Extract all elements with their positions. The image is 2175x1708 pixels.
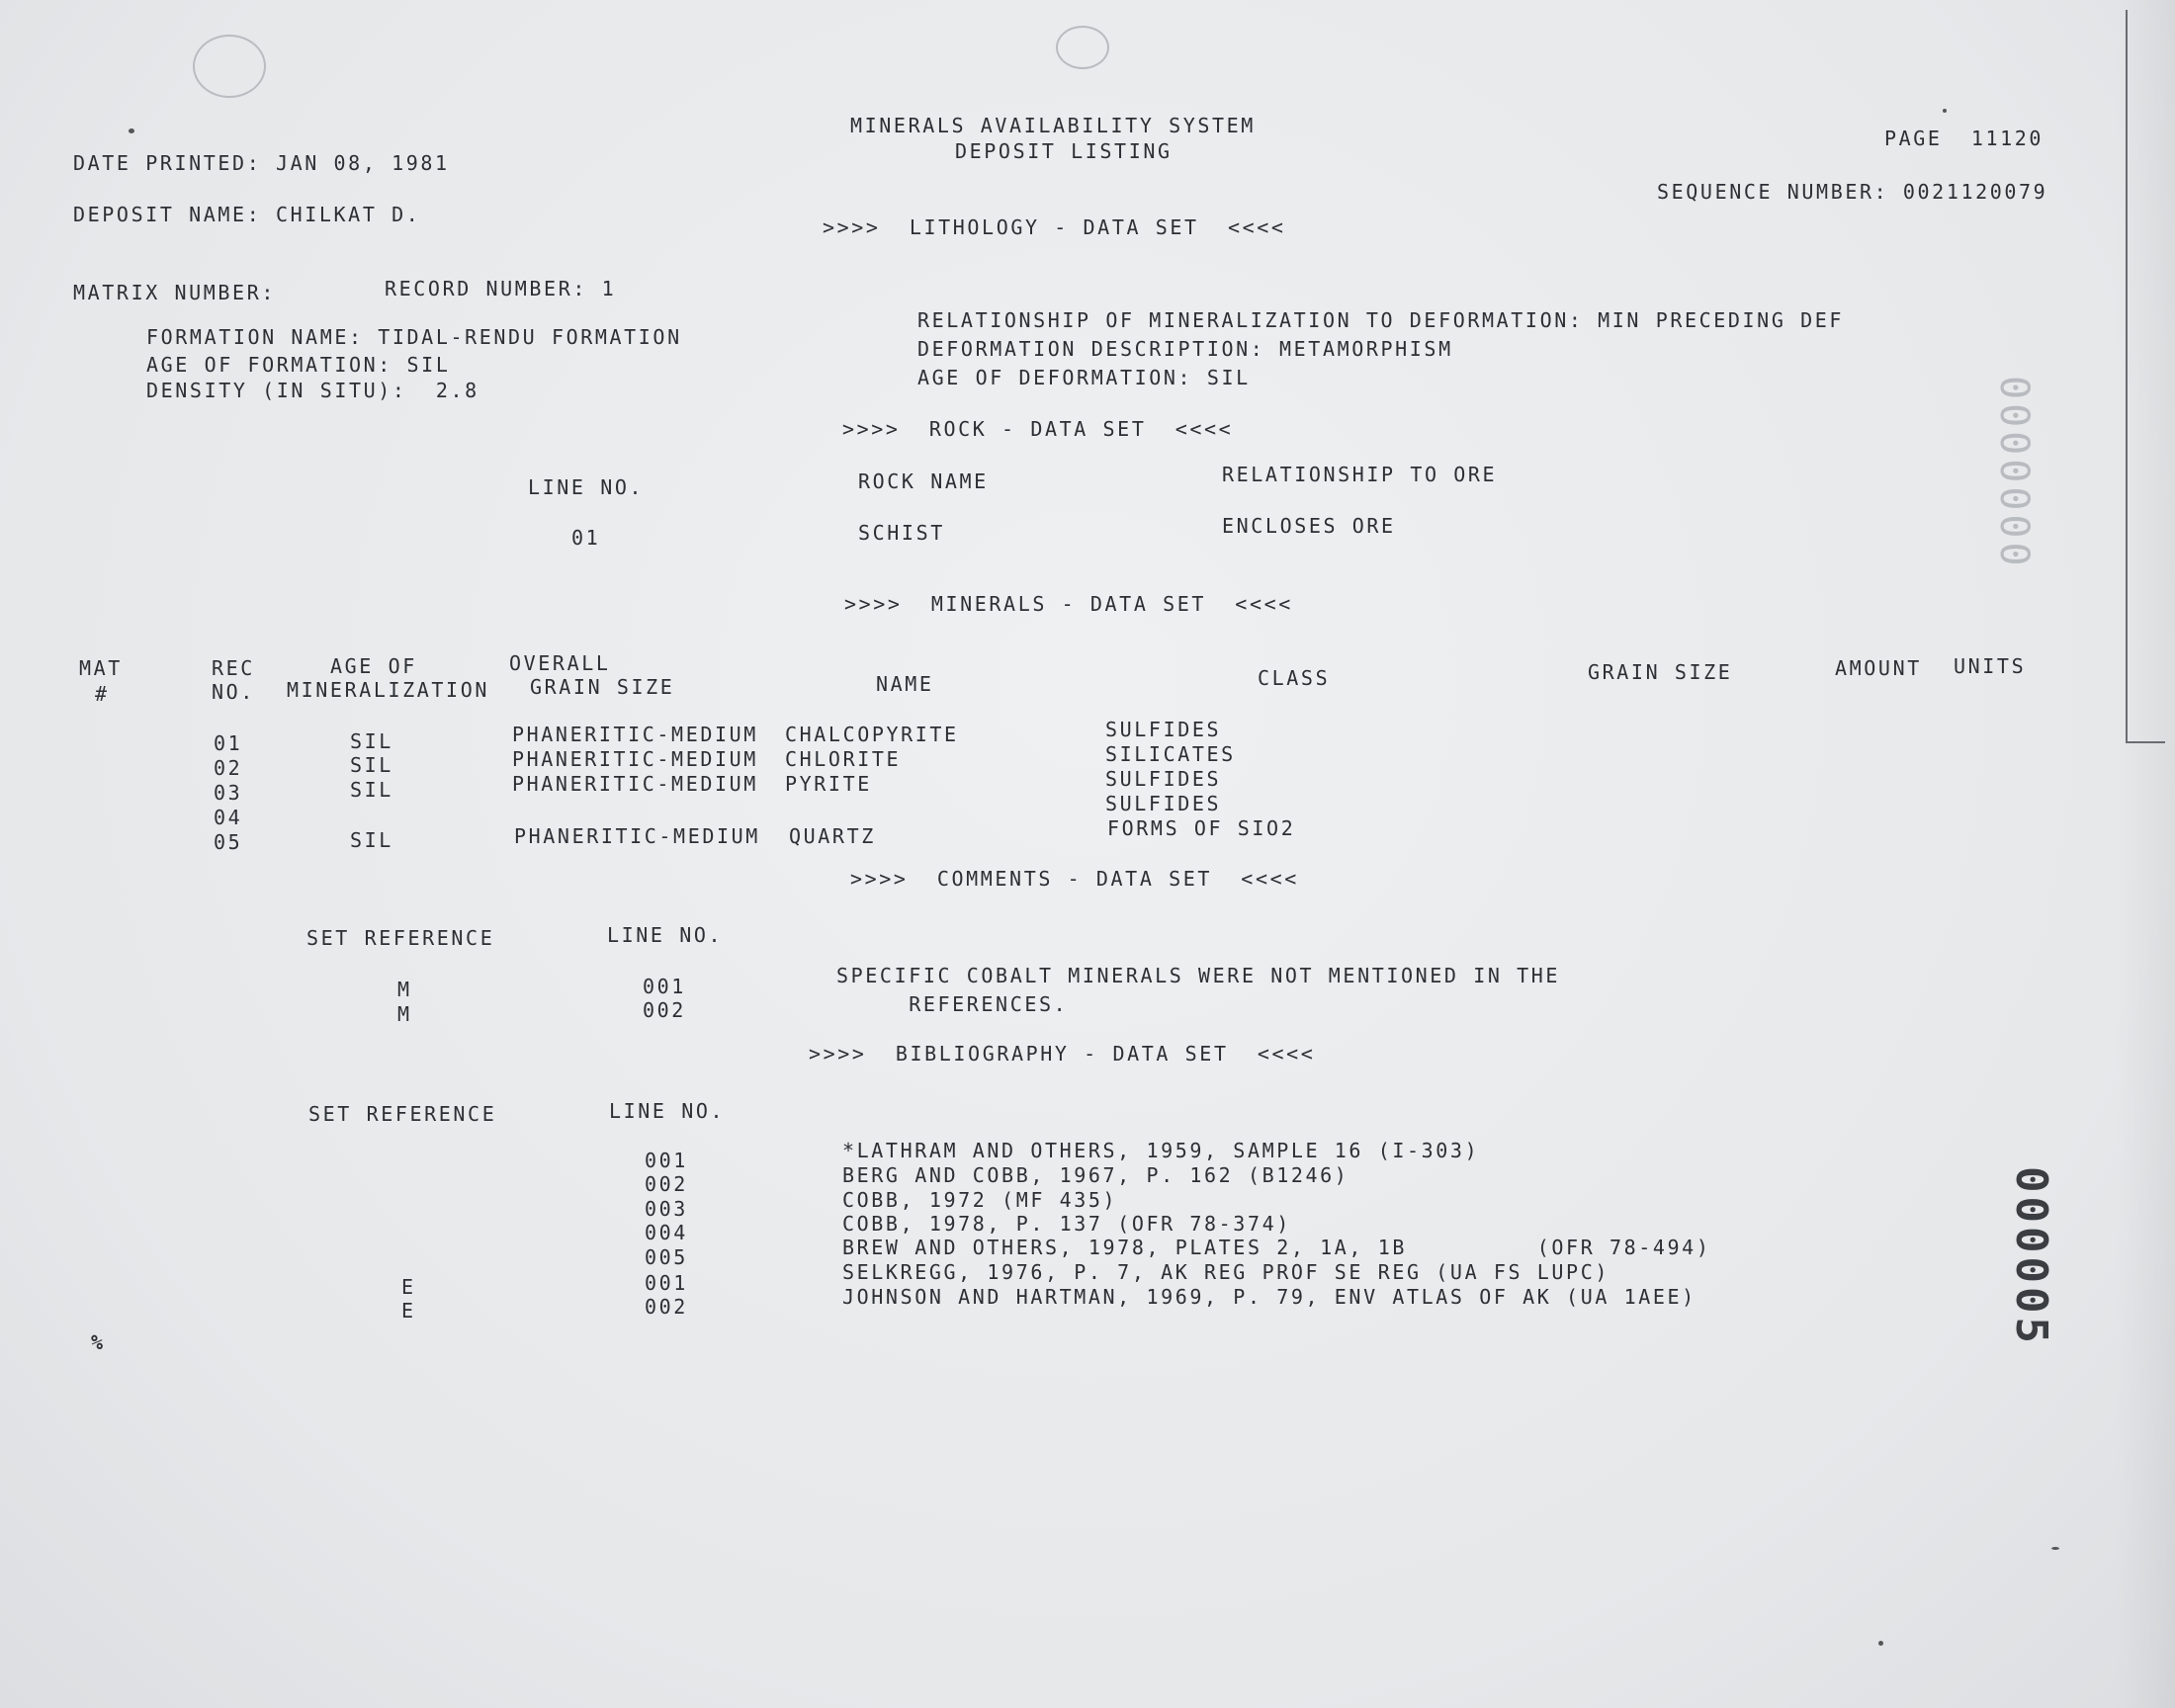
minerals-header-age: AGE OF: [330, 654, 417, 678]
bibliography-set-ref: E: [401, 1275, 416, 1299]
minerals-header-rec-no: NO.: [212, 680, 255, 704]
minerals-header-mineralization: MINERALIZATION: [287, 678, 489, 702]
comment-text: REFERENCES.: [836, 992, 1069, 1016]
faded-frame-number: 0000000: [1991, 376, 2037, 570]
minerals-section-title: >>>> MINERALS - DATA SET <<<<: [844, 592, 1293, 616]
rock-header-line-no: LINE NO.: [528, 475, 645, 499]
scan-speck: [1943, 109, 1947, 113]
deposit-name: DEPOSIT NAME: CHILKAT D.: [73, 203, 421, 226]
minerals-header-grain-size: GRAIN SIZE: [530, 675, 675, 699]
comment-set-ref: M: [397, 1002, 412, 1026]
mineral-class: FORMS OF SIO2: [1107, 816, 1296, 840]
scan-smudge: [1056, 26, 1109, 69]
mineral-grain-size: PHANERITIC-MEDIUM: [512, 772, 758, 796]
age-of-deformation: AGE OF DEFORMATION: SIL: [917, 366, 1251, 389]
mineral-rec-no: 04: [214, 806, 243, 829]
scan-speck: [2051, 1547, 2059, 1550]
minerals-header-amount: AMOUNT: [1835, 656, 1922, 680]
scan-speck: [1878, 1641, 1883, 1646]
mineral-grain-size: PHANERITIC-MEDIUM: [512, 723, 758, 746]
bibliography-line-no: 001: [645, 1271, 688, 1295]
rock-relationship: ENCLOSES ORE: [1222, 514, 1396, 538]
minerals-header-overall: OVERALL: [509, 651, 611, 675]
scan-speck: [129, 128, 134, 133]
mineral-name: CHLORITE: [785, 747, 902, 771]
mineral-grain-size: PHANERITIC-MEDIUM: [514, 824, 760, 848]
mineral-age: SIL: [350, 778, 393, 802]
mineral-rec-no: 03: [214, 781, 243, 805]
bibliography-line-no: 002: [645, 1295, 688, 1319]
bibliography-header-set-reference: SET REFERENCE: [308, 1102, 497, 1126]
page-number: PAGE 11120: [1884, 127, 2044, 150]
rock-section-title: >>>> ROCK - DATA SET <<<<: [842, 417, 1234, 441]
record-number: RECORD NUMBER: 1: [385, 277, 617, 300]
bibliography-citation: JOHNSON AND HARTMAN, 1969, P. 79, ENV ATLAS OF AK (UA 1AEE): [842, 1285, 1696, 1309]
mineral-name: CHALCOPYRITE: [785, 723, 959, 746]
bibliography-citation: *LATHRAM AND OTHERS, 1959, SAMPLE 16 (I-303): [842, 1139, 1480, 1162]
rock-line-no: 01: [571, 526, 601, 550]
minerals-header-mat: MAT: [79, 656, 123, 680]
minerals-header-mat-hash: #: [95, 682, 110, 706]
bibliography-section-title: >>>> BIBLIOGRAPHY - DATA SET <<<<: [809, 1042, 1316, 1066]
mineral-name: QUARTZ: [789, 824, 876, 848]
listing-title: DEPOSIT LISTING: [955, 139, 1173, 163]
bibliography-citation: COBB, 1978, P. 137 (OFR 78-374): [842, 1212, 1291, 1236]
bibliography-citation: BREW AND OTHERS, 1978, PLATES 2, 1A, 1B (OFR 78-494): [842, 1236, 1711, 1259]
page-edge-line: [2126, 741, 2165, 743]
date-printed: DATE PRINTED: JAN 08, 1981: [73, 151, 450, 175]
bibliography-line-no: 005: [645, 1245, 688, 1269]
mineral-name: PYRITE: [785, 772, 872, 796]
lithology-section-title: >>>> LITHOLOGY - DATA SET <<<<: [823, 215, 1286, 239]
mineral-class: SULFIDES: [1105, 718, 1222, 741]
page-edge-shadow: [2116, 0, 2175, 1708]
comment-line-no: 001: [643, 975, 686, 998]
scan-smudge: [193, 35, 266, 98]
comment-set-ref: M: [397, 978, 412, 1001]
mineral-grain-size: PHANERITIC-MEDIUM: [512, 747, 758, 771]
bibliography-citation: COBB, 1972 (MF 435): [842, 1188, 1118, 1212]
density: DENSITY (IN SITU): 2.8: [146, 379, 479, 402]
rock-header-rock-name: ROCK NAME: [858, 470, 989, 493]
comment-text: SPECIFIC COBALT MINERALS WERE NOT MENTIONED IN THE: [836, 964, 1561, 987]
minerals-header-class: CLASS: [1258, 666, 1331, 690]
bibliography-line-no: 002: [645, 1172, 688, 1196]
bibliography-set-ref: E: [401, 1299, 416, 1323]
sequence-number: SEQUENCE NUMBER: 0021120079: [1657, 180, 2048, 204]
mineralization-relationship: RELATIONSHIP OF MINERALIZATION TO DEFORMATION: MIN PRECEDING DEF: [917, 308, 1845, 332]
mineral-rec-no: 01: [214, 731, 243, 755]
end-of-record-mark: %: [91, 1330, 106, 1354]
bibliography-header-line-no: LINE NO.: [609, 1099, 726, 1123]
mineral-age: SIL: [350, 753, 393, 777]
comment-line-no: 002: [643, 998, 686, 1022]
formation-name: FORMATION NAME: TIDAL-RENDU FORMATION: [146, 325, 682, 349]
bibliography-citation: SELKREGG, 1976, P. 7, AK REG PROF SE REG (UA FS LUPC): [842, 1260, 1610, 1284]
minerals-header-grain-size-2: GRAIN SIZE: [1588, 660, 1733, 684]
minerals-header-name: NAME: [876, 672, 934, 696]
comments-section-title: >>>> COMMENTS - DATA SET <<<<: [850, 867, 1299, 891]
comments-header-set-reference: SET REFERENCE: [306, 926, 495, 950]
system-title: MINERALS AVAILABILITY SYSTEM: [850, 114, 1256, 137]
mineral-class: SULFIDES: [1105, 792, 1222, 815]
deformation-description: DEFORMATION DESCRIPTION: METAMORPHISM: [917, 337, 1453, 361]
page-edge-line: [2126, 10, 2128, 741]
mineral-class: SULFIDES: [1105, 767, 1222, 791]
age-of-formation: AGE OF FORMATION: SIL: [146, 353, 451, 377]
rock-name: SCHIST: [858, 521, 945, 545]
bibliography-line-no: 003: [645, 1197, 688, 1221]
mineral-rec-no: 05: [214, 830, 243, 854]
frame-number: 000005: [2006, 1166, 2056, 1347]
minerals-header-units: UNITS: [1954, 654, 2027, 678]
mineral-class: SILICATES: [1105, 742, 1236, 766]
bibliography-citation: BERG AND COBB, 1967, P. 162 (B1246): [842, 1163, 1349, 1187]
bibliography-line-no: 004: [645, 1221, 688, 1244]
minerals-header-rec: REC: [212, 656, 255, 680]
mineral-rec-no: 02: [214, 756, 243, 780]
bibliography-line-no: 001: [645, 1149, 688, 1172]
mineral-age: SIL: [350, 828, 393, 852]
comments-header-line-no: LINE NO.: [607, 923, 724, 947]
rock-header-relationship: RELATIONSHIP TO ORE: [1222, 463, 1498, 486]
mineral-age: SIL: [350, 729, 393, 753]
matrix-number: MATRIX NUMBER:: [73, 281, 276, 304]
